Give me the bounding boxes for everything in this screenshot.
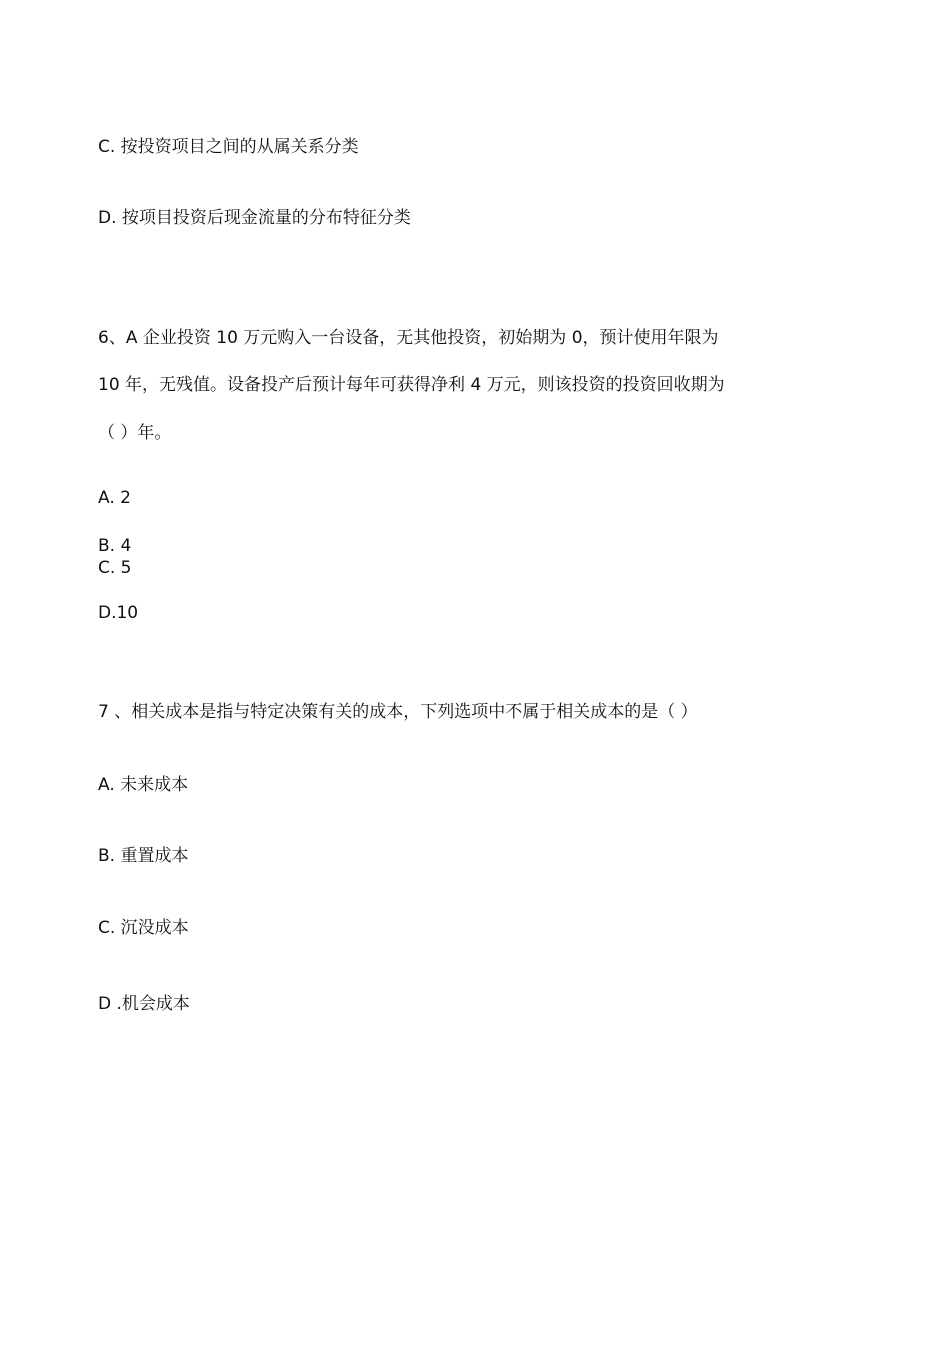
q7-stem: 7 、相关成本是指与特定决策有关的成本，下列选项中不属于相关成本的是（ ） — [98, 702, 698, 722]
q5-option-c: C. 按投资项目之间的从属关系分类 — [98, 137, 359, 157]
q7-option-b: B. 重置成本 — [98, 846, 189, 866]
q5-option-d: D. 按项目投资后现金流量的分布特征分类 — [98, 208, 411, 228]
q6-option-b: B. 4 — [98, 536, 132, 556]
q6-stem-line-1: 6、A 企业投资 10 万元购入一台设备，无其他投资，初始期为 0，预计使用年限为 — [98, 328, 719, 348]
q7-option-d: D .机会成本 — [98, 994, 190, 1014]
q6-option-a: A. 2 — [98, 488, 131, 508]
q6-stem-line-2: 10 年，无残值。设备投产后预计每年可获得净利 4 万元，则该投资的投资回收期为 — [98, 375, 725, 395]
q6-option-d: D.10 — [98, 603, 139, 623]
q6-stem-line-3: （ ）年。 — [98, 423, 172, 443]
q7-option-c: C. 沉没成本 — [98, 918, 189, 938]
q7-option-a: A. 未来成本 — [98, 775, 189, 795]
q6-option-c: C. 5 — [98, 558, 132, 578]
